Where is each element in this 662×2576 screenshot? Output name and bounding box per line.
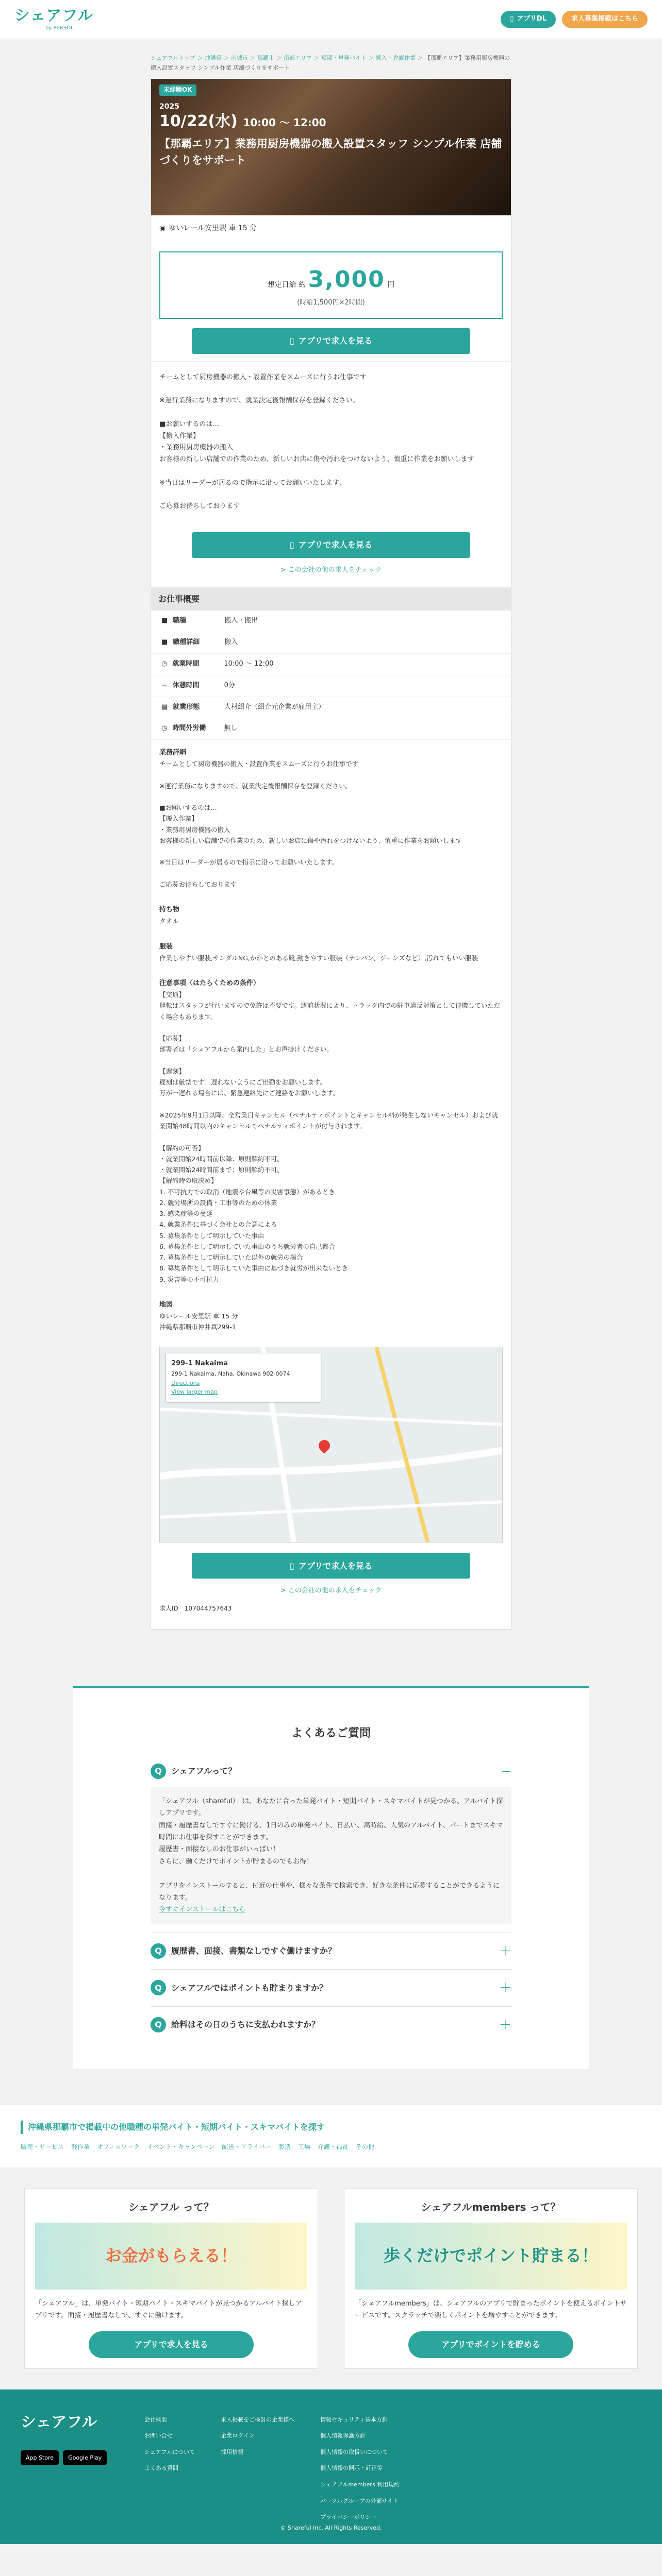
footer-link[interactable]: 個人情報の取扱いについて (320, 2448, 388, 2455)
phone-icon: ▯ (289, 336, 294, 346)
detail-block: 服装 作業しやすい服装,サンダルNG,かかとのある靴,動きやすい服装（ナンバン、ジーンズなど）,汚れてもいい服装 (159, 942, 478, 962)
area-link[interactable]: その他 (355, 2143, 374, 2150)
hero-date: 10/22(水) 10:00 〜 12:00 (159, 112, 326, 131)
app-store-badge[interactable]: App Store (21, 2450, 59, 2466)
breadcrumb-current: 【那覇エリア】業務用厨房機器の搬入設置スタッフ シンプル作業 店舗づくりをサポート (151, 55, 510, 71)
area-link[interactable]: 軽作業 (71, 2143, 90, 2150)
location: ◉ ゆいレール安里駅 車 15 分 (151, 215, 511, 242)
footer-link[interactable]: プライバシーポリシー (320, 2514, 377, 2521)
map[interactable] (159, 1347, 503, 1543)
promo-card (24, 2188, 318, 2369)
promo-button[interactable]: アプリでポイントを貯める (408, 2331, 573, 2358)
area-link[interactable]: オフィスワーク (97, 2143, 140, 2150)
promo-text: 「シェアフルmembers」は、シェアフルのアプリで貯まったポイントを使えるポイントサービスです。スクラッチで楽しくポイントを増やすことができます。 (355, 2299, 627, 2320)
biz-listing-button[interactable]: 求人募集掲載はこちら (562, 11, 648, 28)
q-icon: Q (151, 1764, 166, 1779)
footer (0, 2389, 662, 2544)
breadcrumb-link[interactable]: 搬入・倉庫作業 (376, 55, 416, 61)
promo-banner: お金がもらえる！ (35, 2223, 307, 2290)
directions-link[interactable]: Directions (171, 1379, 200, 1386)
area-link[interactable]: 工場 (297, 2143, 310, 2150)
detail-block: 業務詳細 チームとして厨房機器の搬入・設置作業をスムーズに行うお仕事です ※運行業務になりますので、就業決定後報酬保存を登録ください。 ■お願いするのは… 【搬入作業】 ・業務用厨房機器の搬入 お客様の新しい店舗での作業のため、新しいお店に傷や汚れをつけないよう、慎重に作業をお願いします ※当日はリーダーが居るので指示に沿ってお願いいたします。 ご応募お待ちしております (159, 749, 462, 888)
doc-icon: ▤ (161, 703, 168, 711)
faq-item[interactable]: Q シェアフルではポイントも貯まりますか？ ＋ (151, 1970, 511, 2006)
footer-link[interactable]: 採用情報 (221, 2448, 244, 2455)
q-icon: Q (151, 2017, 166, 2032)
logo-sub: by PERSOL (45, 25, 74, 31)
area-title: 沖縄県那覇市で掲載中の他職種の単発バイト・短期バイト・スキマバイトを探す (21, 2121, 641, 2134)
breadcrumb-link[interactable]: 短期・単発バイト (321, 55, 367, 61)
app-download-button[interactable]: ▯ アプリDL (501, 11, 556, 28)
other-jobs-link[interactable]: > この会社の他の求人をチェック (280, 1587, 382, 1595)
header (0, 0, 662, 39)
hero-image (151, 79, 511, 215)
footer-logo[interactable]: シェアフル (21, 2413, 97, 2431)
phone-icon: ▯ (510, 15, 514, 23)
promo-title: シェアフルmembers って？ (421, 2200, 561, 2213)
area-link[interactable]: 介護・福祉 (317, 2143, 349, 2150)
map-info-card: 299-1 Nakaima 299-1 Nakaima, Naha, Okinawa 902-0074 Directions View larger map (166, 1353, 321, 1402)
footer-link[interactable]: 企業ログイン (221, 2432, 255, 2439)
job-title: 【那覇エリア】業務用厨房機器の搬入設置スタッフ シンプル作業 店舗づくりをサポート (159, 138, 502, 166)
footer-link[interactable]: 情報セキュリティ基本方針 (320, 2416, 388, 2423)
wage-amount: 3,000 (308, 266, 385, 293)
promo-card (344, 2188, 638, 2369)
area-links-section (0, 2105, 662, 2167)
breadcrumb: シェアフルトップ ＞ 沖縄県 ＞ 南城市 ＞ 那覇市 ＞ 南部エリア ＞ 短期・単発バイト ＞ 搬入・倉庫作業 ＞ 【那覇エリア】業務用厨房機器の搬入設置スタッフ シンプル作業 店舗づくりをサポート (151, 55, 510, 71)
overview-row: ▤ 就業形態 人材紹介（紹介元企業が雇用主） (151, 697, 511, 719)
footer-link[interactable]: よくある質問 (144, 2465, 178, 2472)
breadcrumb-link[interactable]: 南部エリア (284, 55, 312, 61)
area-link[interactable]: 製造 (278, 2143, 291, 2150)
section-heading: お仕事概要 (151, 587, 511, 611)
wage-sub: (時給1,500円×2時間) (297, 299, 365, 307)
job-id: 求人ID 107044757643 (159, 1605, 232, 1613)
area-link[interactable]: 配送・ドライバー (222, 2143, 271, 2150)
promo-title: シェアフル って？ (128, 2200, 214, 2213)
faq-section (73, 1686, 589, 2069)
hero-year: 2025 (159, 102, 179, 111)
promo-text: 「シェアフル」は、単発バイト・短期バイト・スキマバイトが見つかるアルバイト探しアプリです。面接・履歴書なしで、すぐに働けます。 (35, 2299, 302, 2320)
logo[interactable] (14, 8, 93, 31)
footer-link[interactable]: 個人情報の開示・訂正等 (320, 2465, 383, 2472)
detail-block: 注意事項（はたらくための条件） 【交通】 運転はスタッフが行いますので免許は不要です。週前状況により、トラック内での駐車違反対策として待機していただく場合もあります。 【応募】 部署者は「シェアフルから案内した」とお声掛けください。 【遅刻】 遅刻は厳禁です！遅れないようにご出勤をお願いします。 万が一遅れる場合には、緊急連絡先にご連絡をお願いします。 ※2025年9月1日以降、全営業日キャンセル（ペナルティポイントとキャンセル料が発生しないキャンセル）および就業開始48時間以内のキャンセルでペナルティポイントが付与されます。 【解約の可否】 ・就業開始24時間前以降：原則解約不可。 ・就業開始24時間前まで：原則解約不可。 【解約時の取決め】 1. 不可抗力での取消（地震や台風等の災害事態）があるとき 2. 就労場所の設備・工事等のための休業 3. 感染症等の蔓延 4. 就業条件に基づく会社との合意による 5. 募集条件として明示していた事由 6. 募集条件として明示していた事由のうち就労者の自己都合 7. 募集条件として明示していた以外の就労の場合 8. 募集条件として明示していた事由に基づき就労が出来ないとき 9. 災害等の不可抗力 (159, 979, 501, 1283)
faq-item[interactable]: Q シェアフルって？ − 「シェアフル（shareful）」は、あなたに合った単発バイト・短期バイト・スキマバイトが見つかる、アルバイト探しアプリです。 面接・履歴書なしですぐに働ける、1日のみの単発バイト、日払い、高時給、人気のアルバイト、パートまでスキマ時間にお仕事を探すことができます。 履歴書・面接なしのお仕事がいっぱい！ さらに、働くだけでポイントが貯まるのでもお得！ アプリをインストールすると、付近の仕事や、様々な条件で検索でき、好きな条件に応募することができるようになります。 今すぐインストールはこちら (151, 1753, 511, 1933)
google-play-badge[interactable]: Google Play (63, 2450, 107, 2466)
overview-row: ◷ 時間外労働 無し (151, 718, 511, 740)
faq-answer: 「シェアフル（shareful）」は、あなたに合った単発バイト・短期バイト・スキマバイトが見つかる、アルバイト探しアプリです。 面接・履歴書なしですぐに働ける、1日のみの単発バイト、日払い、高時給、人気のアルバイト、パートまでスキマ時間にお仕事を探すことができます。 履歴書・面接なしのお仕事がいっぱい！ さらに、働くだけでポイントが貯まるのでもお得！ アプリをインストールすると、付近の仕事や、様々な条件で検索でき、好きな条件に応募することができるようになります。 今すぐインストールはこちら (151, 1787, 511, 1924)
plus-icon: ＋ (499, 2017, 511, 2032)
view-larger-map-link[interactable]: View larger map (171, 1388, 218, 1396)
q-icon: Q (151, 1980, 166, 1995)
breadcrumb-link[interactable]: 那覇市 (257, 55, 275, 61)
job-description: チームとして厨房機器の搬入・設置作業をスムーズに行うお仕事です ※運行業務になりますので、就業決定後報酬保存を登録ください。 ■お願いするのは… 【搬入作業】 ・業務用厨房機器の搬入 お客様の新しい店舗での作業のため、新しいお店に傷や汚れをつけないよう、慎重に作業をお願いします ※当日はリーダーが居るので指示に沿ってお願いいたします。 ご応募お待ちしております (151, 361, 511, 523)
clock-icon: ◷ (161, 724, 168, 733)
q-icon: Q (151, 1943, 166, 1959)
phone-icon: ▯ (289, 540, 294, 550)
job-detail (151, 79, 511, 1630)
coffee-icon: ☕ (161, 681, 168, 689)
overview-row: ■ 職種 搬入・搬出 (151, 611, 511, 632)
app-view-button[interactable]: ▯ アプリで求人を見る (192, 1553, 470, 1579)
pin-icon: ◉ (159, 224, 166, 233)
app-view-button[interactable]: ▯ アプリで求人を見る (192, 328, 470, 354)
clock-icon: ◷ (161, 659, 168, 668)
promo-button[interactable]: アプリで求人を見る (89, 2331, 254, 2358)
minus-icon: − (501, 1764, 511, 1778)
footer-link[interactable]: お問い合せ (144, 2432, 173, 2439)
plus-icon: ＋ (499, 1943, 511, 1958)
footer-link[interactable]: 個人情報保護方針 (320, 2432, 366, 2439)
footer-link[interactable]: シェアフルについて (144, 2448, 195, 2455)
area-link[interactable]: 販売・サービス (21, 2143, 64, 2150)
copyright: © Shareful Inc. All Rights Reserved. (280, 2524, 382, 2531)
app-view-button[interactable]: ▯ アプリで求人を見る (192, 532, 470, 558)
faq-item[interactable]: Q 履歴書、面接、書類なしですぐ働けますか？ ＋ (151, 1933, 511, 1970)
faq-item[interactable]: Q 給料はその日のうちに支払われますか？ ＋ (151, 2007, 511, 2043)
faq-title: よくあるご質問 (291, 1727, 371, 1740)
wage-box: 想定日給 約 3,000 円 (時給1,500円×2時間) (159, 251, 503, 319)
briefcase-icon: ■ (161, 617, 168, 625)
phone-icon: ▯ (289, 1561, 294, 1571)
experience-badge: 未経験OK (159, 84, 196, 95)
area-link[interactable]: イベント・キャンペーン (146, 2143, 215, 2150)
detail-block: 地図 ゆいレール安里駅 車 15 分 沖縄県那覇市仲井真299-1 (159, 1300, 238, 1331)
install-link[interactable]: 今すぐインストールはこちら (159, 1906, 246, 1914)
other-jobs-link[interactable]: > この会社の他の求人をチェック (280, 566, 382, 574)
logo-text: シェアフル (14, 6, 94, 25)
breadcrumb-link[interactable]: 南城市 (231, 55, 249, 61)
footer-link[interactable]: パーソルグループの外部サイト (320, 2497, 399, 2504)
plus-icon: ＋ (499, 1980, 511, 1995)
footer-link[interactable]: 求人掲載をご検討の企業様へ (221, 2416, 295, 2423)
promo-section (0, 2167, 662, 2389)
breadcrumb-link[interactable]: シェアフルトップ (151, 55, 196, 61)
promo-banner: 歩くだけでポイント貯まる！ (355, 2223, 627, 2290)
footer-link[interactable]: 会社概要 (144, 2416, 167, 2423)
overview-row: ◷ 就業時間 10:00 〜 12:00 (151, 654, 511, 675)
breadcrumb-link[interactable]: 沖縄県 (205, 55, 222, 61)
detail-block: 持ち物 タオル (159, 906, 180, 925)
overview-row: ■ 職種詳細 搬入 (151, 632, 511, 654)
briefcase-icon: ■ (161, 638, 168, 647)
footer-link[interactable]: シェアフルmembers 利用規約 (320, 2481, 400, 2488)
overview-row: ☕ 休憩時間 0分 (151, 675, 511, 697)
